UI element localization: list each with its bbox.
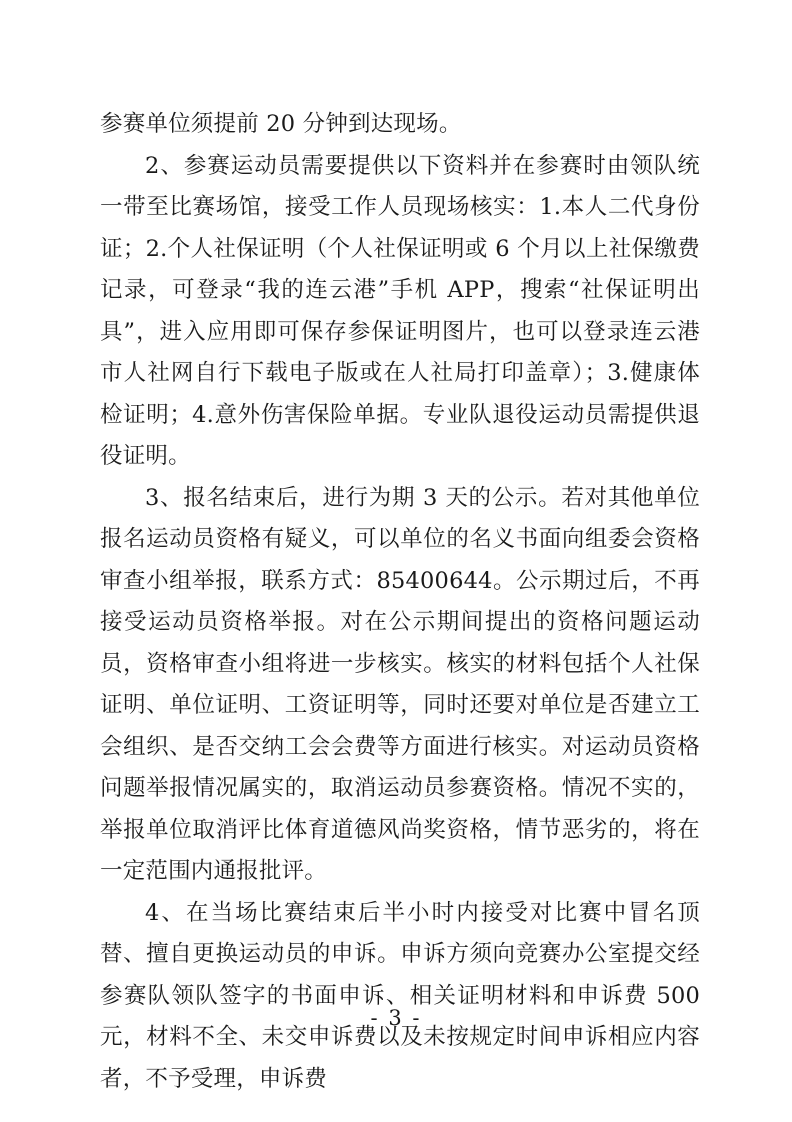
page-number: - 3 - — [370, 1006, 422, 1030]
paragraph-item-4: 4、在当场比赛结束后半小时内接受对比赛中冒名顶替、擅自更换运动员的申诉。申诉方须向竞赛办公室提交经参赛队领队签字的书面申诉、相关证明材料和申诉费 500 元，材料不全、未交申诉费以及未按规定时间申诉相应内容者，不予受理，申诉费 — [100, 899, 700, 1092]
paragraph-item-3: 3、报名结束后，进行为期 3 天的公示。若对其他单位报名运动员资格有疑义，可以单位的名义书面向组委会资格审查小组举报，联系方式：85400644。公示期过后，不再接受运动员资格举报。对在公示期间提出的资格问题运动员，资格审查小组将进一步核实。核实的材料包括个人社保证明、单位证明、工资证明等，同时还要对单位是否建立工会组织、是否交纳工会会费等方面进行核实。对运动员资格问题举报情况属实的，取消运动员参赛资格。情况不实的，举报单位取消评比体育道德风尚奖资格，情节恶劣的，将在一定范围内通报批评。 — [100, 484, 700, 884]
document-body — [100, 104, 700, 1100]
paragraph-item-2: 2、参赛运动员需要提供以下资料并在参赛时由领队统一带至比赛场馆，接受工作人员现场核实：1.本人二代身份证；2.个人社保证明（个人社保证明或 6 个月以上社保缴费记录，可登录“我的连云港”手机 APP，搜索“社保证明出具”，进入应用即可保存参保证明图片，也可以登录连云港市人社网自行下载电子版或在人社局打印盖章）；3.健康体检证明；4.意外伤害保险单据。专业队退役运动员需提供退役证明。 — [100, 152, 700, 469]
paragraph-continuation: 参赛单位须提前 20 分钟到达现场。 — [100, 111, 462, 137]
